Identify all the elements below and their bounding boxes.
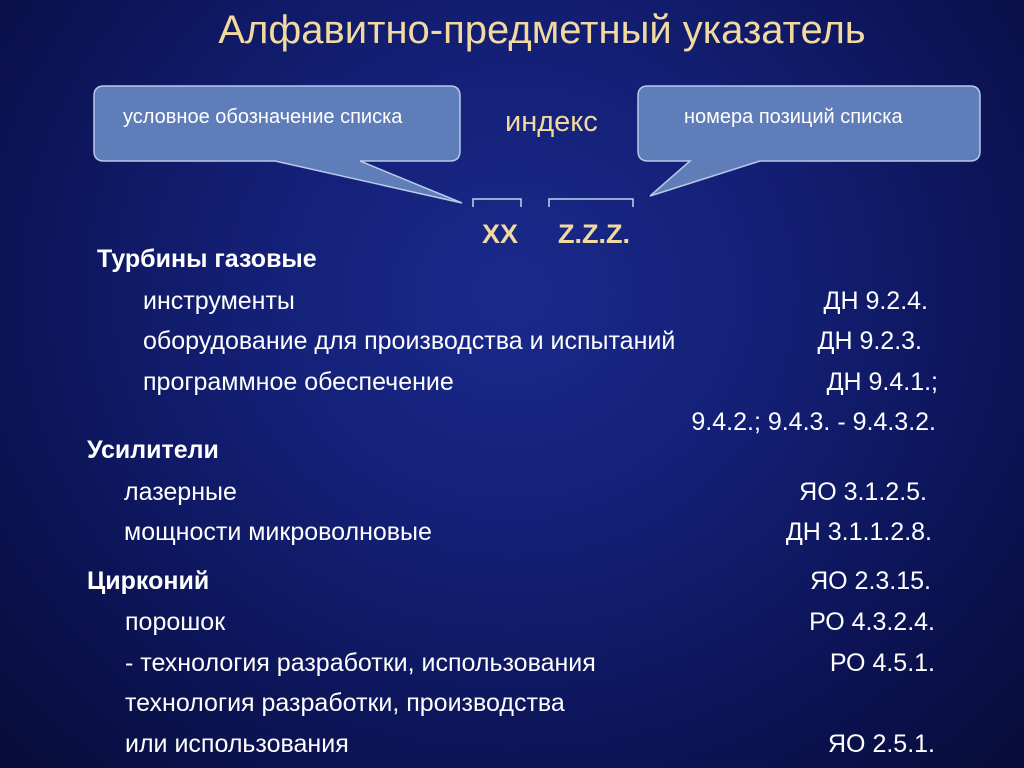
- list-code: XX: [482, 219, 519, 249]
- entry-item-ref: 9.4.2.; 9.4.3. - 9.4.3.2.: [691, 408, 936, 436]
- entry-item-ref: ЯО 3.1.2.5.: [799, 478, 927, 506]
- entry-item-ref: ДН 9.2.4.: [823, 287, 928, 315]
- entry-heading-turbines: Турбины газовые: [97, 245, 317, 273]
- entry-heading-amplifiers: Усилители: [87, 436, 219, 464]
- entry-item-text: оборудование для производства и испытаний: [143, 327, 676, 355]
- callout-right-text: номера позиций списка: [684, 106, 903, 128]
- entry-item-ref: ЯО 2.5.1.: [828, 730, 935, 758]
- entry-item-text: - технология разработки, использования: [125, 649, 596, 677]
- entry-item-text: программное обеспечение: [143, 368, 454, 396]
- callout-left-shape: [94, 86, 462, 203]
- entry-item-ref: ДН 9.2.3.: [817, 327, 922, 355]
- entry-item-text: технология разработки, производства: [125, 689, 565, 717]
- entry-heading-ref: ЯО 2.3.15.: [810, 567, 931, 595]
- slide-title: Алфавитно-предметный указатель: [218, 8, 866, 52]
- entry-item-ref: ДН 3.1.1.2.8.: [785, 518, 932, 546]
- callout-right-shape: [638, 86, 980, 196]
- entry-item-ref: РО 4.3.2.4.: [809, 608, 935, 636]
- entry-item-ref: ДН 9.4.1.;: [826, 368, 938, 396]
- entry-heading-zirconium: Цирконий: [87, 567, 210, 595]
- entry-item-text: мощности микроволновые: [124, 518, 432, 546]
- positions-code: Z.Z.Z.: [558, 219, 630, 249]
- entry-item-ref: РО 4.5.1.: [829, 649, 935, 677]
- callout-left-text: условное обозначение списка: [123, 106, 403, 128]
- entry-item-text: инструменты: [143, 287, 295, 315]
- bracket-list-code: [473, 199, 521, 207]
- index-label: индекс: [505, 106, 598, 138]
- bracket-positions-code: [549, 199, 633, 207]
- entry-item-text: лазерные: [124, 478, 237, 506]
- entry-item-text: порошок: [125, 608, 226, 636]
- entry-item-text: или использования: [125, 730, 349, 758]
